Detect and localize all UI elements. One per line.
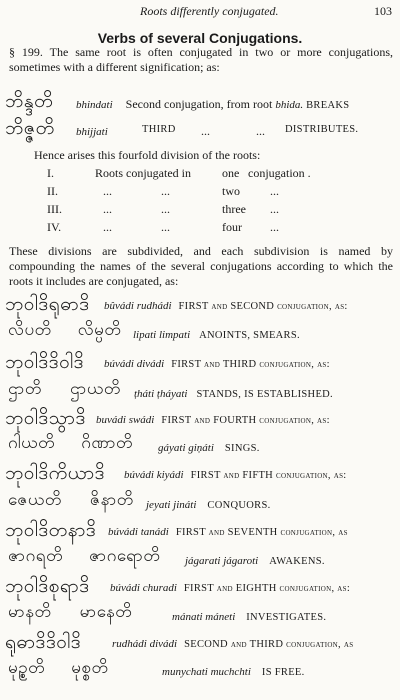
ditto: ...	[256, 124, 265, 138]
division-count: two	[222, 184, 240, 198]
burmese-word: ဘုဝါဒိကိယာဒိ	[5, 462, 105, 484]
group-example-text	[172, 609, 326, 624]
burmese-word: ဂါယတိ	[8, 433, 56, 453]
description: FIRST and THIRD conjugation, as:	[171, 359, 330, 370]
description: THIRD	[142, 124, 176, 135]
group-example	[8, 657, 109, 682]
group-example	[8, 489, 134, 514]
transliteration: mánati máneti	[172, 611, 236, 623]
description: SECOND and THIRD conjugation, as	[184, 639, 354, 650]
meaning: STANDS, IS ESTABLISHED.	[196, 389, 333, 400]
ditto: ...	[161, 220, 170, 234]
transliteration: țháti țháyati	[134, 388, 188, 400]
burmese-word: ဂိဏာတိ	[81, 433, 134, 453]
division-number: III.	[47, 202, 62, 216]
root-word: bhida.	[275, 99, 304, 111]
burmese-word: ဇာဂရောတိ	[89, 546, 161, 566]
ditto: ...	[270, 184, 279, 198]
example-row	[5, 89, 53, 117]
transliteration: bhijjati	[76, 126, 108, 138]
transliteration: rudhádi divádi	[112, 638, 178, 650]
division-count: four	[222, 220, 242, 234]
division-count: one	[222, 166, 240, 180]
transliteration: munychati muchchti	[162, 666, 251, 678]
burmese-word: လိပတိ	[8, 320, 52, 340]
transliteration: lipati limpati	[133, 329, 191, 341]
description: FIRST and EIGHTH conjugation, as:	[183, 583, 351, 594]
example-row-text	[76, 124, 394, 139]
meaning: ANOINTS, SMEARS.	[199, 330, 300, 341]
group-example	[8, 432, 133, 457]
description: FIRST and SEVENTH conjugation, as	[175, 527, 348, 538]
group-heading	[5, 406, 86, 434]
description: FIRST and FIFTH conjugation, as:	[190, 470, 347, 481]
running-title: Roots differently conjugated.	[140, 4, 279, 18]
group-heading-text	[108, 524, 348, 539]
example-row-text	[76, 97, 349, 112]
division-count: three	[222, 202, 246, 216]
burmese-word: ဘုဝါဒိရုဓာဒိ	[5, 293, 90, 315]
group-example	[8, 319, 121, 344]
division-number: I.	[47, 166, 54, 180]
example-row	[5, 116, 55, 144]
intro-paragraph	[9, 45, 393, 75]
ditto: ...	[103, 202, 112, 216]
division-suffix: conjugation .	[248, 166, 311, 180]
group-heading	[5, 574, 89, 602]
ditto: ...	[201, 124, 210, 138]
burmese-word: မာနေတိ	[79, 602, 133, 622]
burmese-word: လိမ္ပတိ	[77, 320, 122, 340]
burmese-word: မုဥ္စတိ	[8, 658, 46, 678]
group-heading	[5, 518, 96, 546]
meaning: BREAKS	[306, 100, 350, 111]
transliteration: búvádi kiyádi	[124, 469, 184, 481]
section-heading: Verbs of several Conjugations.	[97, 30, 303, 46]
burmese-word: ဘုဝါဒိသွာဒိ	[5, 407, 86, 429]
burmese-word: ဘုဝါဒိစုရာဒိ	[5, 575, 90, 597]
description: Second conjugation, from root	[125, 97, 273, 111]
group-heading-text	[96, 412, 330, 427]
transliteration: bûvádi rudhádi	[104, 300, 172, 312]
group-heading-text	[112, 636, 353, 651]
transliteration: búvádi divádi	[104, 358, 165, 370]
ditto: ...	[270, 220, 279, 234]
transliteration: jeyati jináti	[146, 499, 197, 511]
group-example-text	[146, 497, 271, 512]
ditto: ...	[161, 184, 170, 198]
division-number: IV.	[47, 220, 62, 234]
division-number: II.	[47, 184, 58, 198]
group-heading	[5, 630, 81, 658]
burmese-word: ရုဓာဒိဒိဝါဒိ	[5, 631, 82, 653]
transliteration: bhindati	[76, 99, 113, 111]
burmese-word: ဇာဂရတိ	[8, 546, 64, 566]
group-example-text	[158, 440, 260, 455]
burmese-word: ဇိနာတိ	[89, 490, 134, 510]
burmese-word: မာနတိ	[8, 602, 52, 622]
group-heading	[5, 292, 89, 320]
transliteration: gáyati giņáti	[158, 442, 214, 454]
intro-text: The same root is often conjugated in two or more conjugations, sometimes with a different signification; as:	[9, 45, 393, 74]
group-heading	[5, 350, 84, 378]
meaning: INVESTIGATES.	[246, 612, 327, 623]
group-example-text	[133, 327, 300, 342]
description: FIRST and SECOND conjugation, as:	[178, 301, 348, 312]
group-example	[8, 601, 132, 626]
ditto: ...	[103, 220, 112, 234]
burmese-word: ဘိန္ဒတိ	[5, 90, 54, 112]
transliteration: buvádi swádi	[96, 414, 155, 426]
burmese-word: ဇေယတိ	[8, 490, 62, 510]
burmese-word: ဌာယတိ	[69, 379, 121, 399]
group-example-text	[185, 553, 325, 568]
burmese-word: မုစ္စတိ	[71, 658, 109, 678]
transliteration: jágarati jágaroti	[185, 555, 259, 567]
meaning: SINGS.	[224, 443, 260, 454]
transliteration: búvádi tanádi	[108, 526, 169, 538]
meaning: AWAKENS.	[269, 556, 325, 567]
meaning: CONQUORS.	[207, 500, 271, 511]
group-heading-text	[104, 356, 330, 371]
group-heading-text	[124, 467, 347, 482]
group-example-text	[134, 386, 333, 401]
group-example-text	[162, 664, 305, 679]
division-label: Roots conjugated in	[95, 166, 191, 180]
meaning: DISTRIBUTES.	[285, 124, 359, 135]
burmese-word: ဘုဝါဒိဒိဝါဒိ	[5, 351, 84, 373]
ditto: ...	[270, 202, 279, 216]
page-number: 103	[374, 4, 392, 18]
group-heading	[5, 461, 105, 489]
group-heading-text	[110, 580, 350, 595]
burmese-word: ဘုဝါဒိတနာဒိ	[5, 519, 97, 541]
section-number: § 199.	[9, 45, 43, 59]
burmese-word: ဘိဇ္ဇတိ	[5, 117, 55, 139]
group-example	[8, 545, 160, 570]
description: FIRST and FOURTH conjugation, as:	[161, 415, 330, 426]
transliteration: búvádi churadi	[110, 582, 177, 594]
subdivision-paragraph: These divisions are subdivided, and each subdivision is named by compounding the names of the several conjugations according to which the roots it includes are conjugated, as:	[9, 244, 393, 288]
group-example	[8, 378, 121, 403]
ditto: ...	[161, 202, 170, 216]
group-heading-text	[104, 298, 348, 313]
meaning: IS FREE.	[261, 667, 305, 678]
burmese-word: ဌာတိ	[8, 379, 42, 399]
division-intro: Hence arises this fourfold division of the roots:	[34, 148, 261, 162]
ditto: ...	[103, 184, 112, 198]
